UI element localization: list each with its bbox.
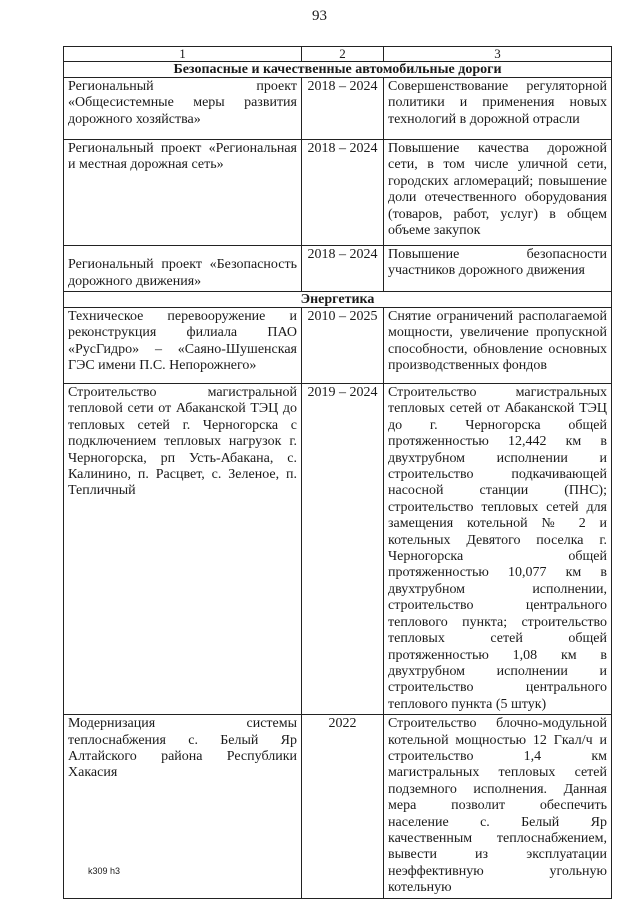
table-header-row (64, 47, 612, 62)
project-name: Региональный проект «Безопасность дорожного движения» (64, 246, 302, 292)
project-period: 2019 – 2024 (302, 384, 384, 715)
section-row (64, 292, 612, 308)
project-name: Региональный проект «Общесистемные меры развития дорожного хозяйства» (64, 78, 302, 140)
project-name: Модернизация системы теплоснабжения с. Белый Яр Алтайского района Республики Хакасия (64, 715, 302, 898)
project-name: Региональный проект «Региональная и местная дорожная сеть» (64, 140, 302, 246)
project-result: Строительство блочно-модульной котельной мощностью 12 Гкал/ч и строительство 1,4 км магистральных тепловых сетей подземного исполнения. Данная мера позволит обеспечить население с. Белый Яр качественным теплоснабжением, вывести из эксплуатации неэффективную угольную котельную (384, 715, 612, 898)
table-row (64, 246, 612, 292)
project-result: Повышение качества дорожной сети, в том числе уличной сети, городских агломераций; повышение доли отечественного оборудования (товаров, работ, услуг) в общем объеме закупок (384, 140, 612, 246)
table-row (64, 140, 612, 246)
table-row (64, 715, 612, 898)
column-header: 3 (384, 47, 612, 62)
project-name: Строительство магистральной тепловой сети от Абаканской ТЭЦ до тепловых сетей г. Черногорска с подключением тепловых нагрузок г. Черногорска, рп Усть-Абакана, с. Калинино, п. Расцвет, с. Зеленое, п. Тепличный (64, 384, 302, 715)
project-result: Снятие ограничений располагаемой мощности, увеличение пропускной способности, обновление основных производственных фондов (384, 308, 612, 384)
project-result: Повышение безопасности участников дорожного движения (384, 246, 612, 292)
footer-code: k309 h3 (88, 866, 121, 876)
project-period: 2010 – 2025 (302, 308, 384, 384)
project-period: 2022 (302, 715, 384, 898)
table-row (64, 384, 612, 715)
table-row (64, 308, 612, 384)
project-period: 2018 – 2024 (302, 246, 384, 292)
project-name: Техническое перевооружение и реконструкция филиала ПАО «РусГидро» – «Саяно-Шушенская ГЭС имени П.С. Непорожнего» (64, 308, 302, 384)
section-row (64, 62, 612, 78)
section-title: Безопасные и качественные автомобильные дороги (64, 62, 612, 78)
project-result: Строительство магистральных тепловых сетей от Абаканской ТЭЦ до г. Черногорска общей протяженностью 12,442 км в двухтрубном исполнении и строительство подкачивающей насосной станции (ПНС); строительство тепловых сетей для замещения котельной № 2 и котельных Девятого поселка г. Черногорска общей протяженностью 10,077 км в двухтрубном исполнении, строительство центрального теплового пункта; строительство тепловых сетей общей протяженностью 1,08 км в двухтрубном исполнении и строительство центрального теплового пункта (5 штук) (384, 384, 612, 715)
page-number: 93 (312, 8, 327, 24)
section-title: Энергетика (64, 292, 612, 308)
project-result: Совершенствование регуляторной политики и применения новых технологий в дорожной отрасли (384, 78, 612, 140)
column-header: 1 (64, 47, 302, 62)
project-period: 2018 – 2024 (302, 78, 384, 140)
project-period: 2018 – 2024 (302, 140, 384, 246)
column-header: 2 (302, 47, 384, 62)
projects-table (63, 46, 612, 899)
table-row (64, 78, 612, 140)
